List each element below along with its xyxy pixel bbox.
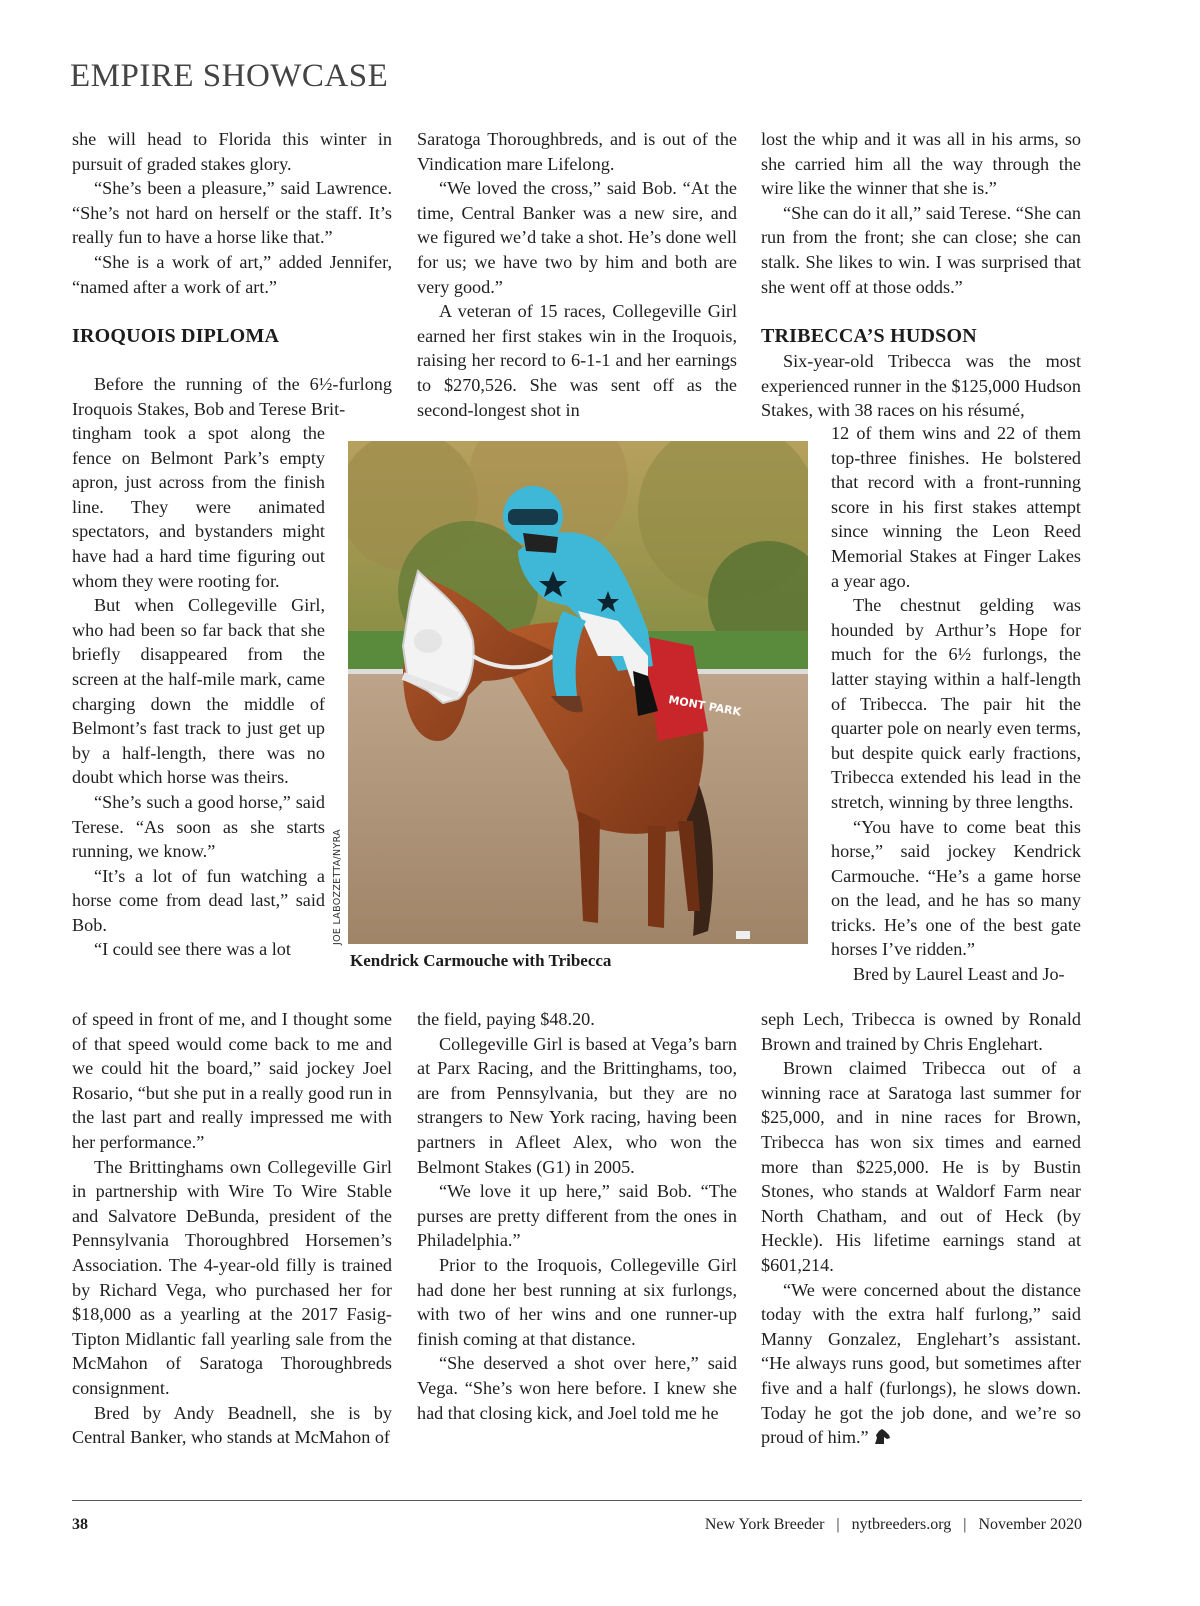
paragraph: Saratoga Thoroughbreds, and is out of the Vindication mare Lifelong. [417,129,737,174]
website-url: nytbreeders.org [851,1516,952,1533]
paragraph: tingham took a spot along the fence on Belmont Park’s empty apron, just across from the finish line. They were animated spectators, and bystanders might have had a hard time figuring out whom they were rooting for. [72,423,325,591]
column-2-top [417,127,737,422]
column-1-intro [72,372,392,422]
paragraph: Bred by Laurel Least and Jo- [853,964,1065,985]
paragraph: Bred by Andy Beadnell, she is by Central Banker, who stands at McMahon of [72,1402,392,1448]
paragraph: “It’s a lot of fun watching a horse come from dead last,” said Bob. [72,865,325,935]
footer-rule [72,1500,1082,1501]
column-3-narrow [831,421,1081,987]
footer-separator: | [963,1516,967,1533]
paragraph: The chestnut gelding was hounded by Arthur’s Hope for much for the 6½ furlongs, the latter staying within a half-length of Tribecca. The pair hit the quarter pole on nearly even terms, but despite quick early fractions, Tribecca extended his lead in the stretch, winning by three lengths. [831,595,1081,812]
paragraph: Brown claimed Tribecca out of a winning race at Saratoga last summer for $25,000, and in nine races for Brown, Tribecca has won six times and earned more than $225,000. He is by Bustin Stones, who stands at Waldorf Farm near North Chatham, and out of Heck (by Heckle). His lifetime earnings stand at $601,214. [761,1058,1081,1275]
paragraph: “She’s been a pleasure,” said Lawrence. “She’s not hard on herself or the staff. It’s really fun to have a horse like that.” [72,178,392,248]
horse-photo-illustration [348,441,808,944]
photo-credit: JOE LABOZZETTA/NYRA [332,829,343,945]
paragraph: “We love it up here,” said Bob. “The purses are pretty different from the ones in Philadelphia.” [417,1181,737,1251]
paragraph: Six-year-old Tribecca was the most experienced runner in the $125,000 Hudson Stakes, with 38 races on his résumé, [761,351,1081,421]
column-1-narrow [72,421,325,962]
column-3-top [761,127,1081,423]
photo-caption: Kendrick Carmouche with Tribecca [350,951,612,970]
paragraph: she will head to Florida this winter in pursuit of graded stakes glory. [72,129,392,174]
heading-iroquois-diploma: IROQUOIS DIPLOMA [72,325,280,348]
paragraph: But when Collegeville Girl, who had been so far back that she briefly disappeared from the screen at the half-mile mark, came charging down the middle of Belmont’s fast track to just get up by a half-length, there was no doubt which horse was theirs. [72,595,325,788]
horse-head-end-icon [873,1429,891,1445]
paragraph: of speed in front of me, and I thought some of that speed would come back to me and we could hit the board,” said jockey Joel Rosario, “but she put in a really good run in the last part and really impressed me with her performance.” [72,1009,392,1152]
column-2-bottom [417,1007,737,1425]
paragraph: Collegeville Girl is based at Vega’s barn at Parx Racing, and the Brittinghams, too, are from Pennsylvania, but they are no strangers to New York racing, having been partners in Afleet Alex, who won the Belmont Stakes (G1) in 2005. [417,1033,737,1177]
section-title: EMPIRE SHOWCASE [70,58,389,94]
column-3-bottom [761,1007,1081,1450]
paragraph: “She’s such a good horse,” said Terese. “As soon as she starts running, we know.” [72,791,325,862]
heading-tribeccas-hudson: TRIBECCA’S HUDSON [761,325,977,348]
paragraph: seph Lech, Tribecca is owned by Ronald Brown and trained by Chris Englehart. [761,1009,1081,1054]
page-number: 38 [72,1516,88,1533]
footer-publication-info [705,1516,1082,1534]
paragraph: “She deserved a shot over here,” said Vega. “She’s won here before. I knew she had that closing kick, and Joel told me he [417,1353,737,1423]
paragraph: “We were concerned about the distance today with the extra half furlong,” said Manny Gonzalez, Englehart’s assistant. “He always runs good, but sometimes after five and a half (furlongs), he slows down. Today he got the job done, and we’re so proud of him.” [761,1279,1081,1448]
paragraph: “You have to come beat this horse,” said jockey Kendrick Carmouche. “He’s a game horse on the lead, and he has so many tricks. He’s one of the best gate horses I’ve ridden.” [831,816,1081,960]
paragraph: “She is a work of art,” added Jennifer, “named after a work of art.” [72,251,392,297]
paragraph: A veteran of 15 races, Collegeville Girl earned her first stakes win in the Iroquois, raising her record to 6-1-1 and her earnings to $270,526. She was sent off as the second-longest shot in [417,301,737,420]
paragraph: “She can do it all,” said Terese. “She can run from the front; she can close; she can stalk. She likes to win. I was surprised that she went off at those odds.” [761,202,1081,297]
publication-name: New York Breeder [704,1516,825,1533]
paragraph: the field, paying $48.20. [417,1009,595,1029]
paragraph: Before the running of the 6½-furlong Iroquois Stakes, Bob and Terese Brit- [72,374,392,419]
paragraph: “We loved the cross,” said Bob. “At the time, Central Banker was a new sire, and we figured we’d take a shot. He’s done well for us; we have two by him and both are very good.” [417,178,737,297]
paragraph: 12 of them wins and 22 of them top-three finishes. He bolstered that record with a front-running score in his first stakes attempt since winning the Leon Reed Memorial Stakes at Finger Lakes a year ago. [831,423,1081,591]
issue-date: November 2020 [978,1516,1082,1533]
paragraph: lost the whip and it was all in his arms, so she carried him all the way through the wire like the winner that she is.” [761,129,1081,199]
paragraph: “I could see there was a lot [94,939,291,960]
paragraph: Prior to the Iroquois, Collegeville Girl had done her best running at six furlongs, with two of her wins and one runner-up finish coming at that distance. [417,1254,737,1349]
column-1-top [72,127,392,349]
paragraph: The Brittinghams own Collegeville Girl in partnership with Wire To Wire Stable and Salvatore DeBunda, president of the Pennsylvania Thoroughbred Horsemen’s Association. The 4-year-old filly is trained by Richard Vega, who purchased her for $18,000 as a yearling at the 2017 Fasig-Tipton Midlantic fall yearling sale from the McMahon of Saratoga Thoroughbreds consignment. [72,1156,392,1398]
saddle-cloth-text: MONT PARK [667,693,743,719]
column-1-bottom [72,1007,392,1450]
footer-separator: | [836,1516,840,1533]
photo-tribecca [348,441,808,944]
